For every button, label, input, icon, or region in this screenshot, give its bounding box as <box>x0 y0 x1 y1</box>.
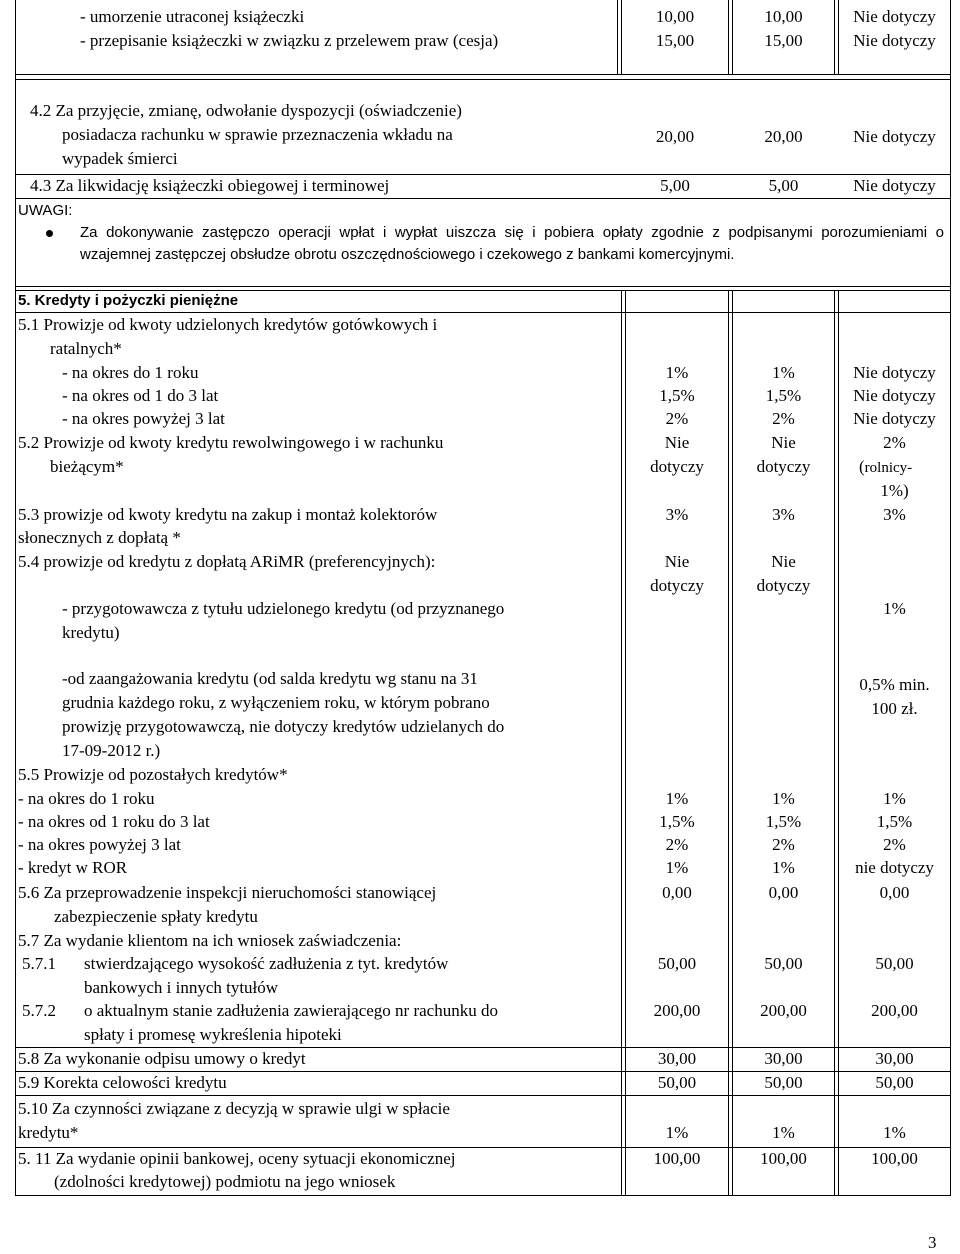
fee-value: 1,5% <box>659 386 695 405</box>
fee-value: Nie dotyczy <box>853 386 936 405</box>
fee-value: (rolnicy- <box>859 457 913 476</box>
fee-value: 1% <box>772 1123 795 1142</box>
fee-label: 5.4 prowizje od kredytu z dopłatą ARiMR (preferencyjnych): <box>18 552 436 571</box>
fee-value: Nie <box>771 552 796 571</box>
fee-label: 5.5 Prowizje od pozostałych kredytów* <box>18 765 288 784</box>
fee-value: 100,00 <box>871 1149 918 1168</box>
fee-value: 1,5% <box>659 812 695 831</box>
fee-value: 1% <box>883 789 906 808</box>
fee-label: - przygotowawcza z tytułu udzielonego kredytu (od przyznanego <box>62 599 505 618</box>
fee-value: 30,00 <box>657 1049 697 1068</box>
fee-value: 15,00 <box>655 31 695 50</box>
table-border-left <box>15 0 16 1196</box>
fee-label: grudnia każdego roku, z wyłączeniem roku, w którym pobrano <box>62 693 490 712</box>
fee-value: 50,00 <box>764 954 803 973</box>
fee-label: 4.2 Za przyjęcie, zmianę, odwołanie dyspozycji (oświadczenie) <box>30 101 462 120</box>
fee-value: 1% <box>665 1123 689 1142</box>
fee-value: 2% <box>665 409 689 428</box>
fee-value: 100 zł. <box>871 699 918 718</box>
fee-label: 4.3 Za likwidację książeczki obiegowej i terminowej <box>30 176 390 195</box>
fee-value: 2% <box>883 835 906 854</box>
col-sep <box>621 290 622 1196</box>
fee-value: dotyczy <box>650 457 704 476</box>
fee-value: 50,00 <box>875 1073 914 1092</box>
fee-value: 0,00 <box>768 883 799 902</box>
fee-value: 2% <box>772 835 795 854</box>
fee-value: 15,00 <box>764 31 803 50</box>
fee-value: Nie dotyczy <box>853 7 936 26</box>
fee-value: 1% <box>883 599 906 618</box>
fee-value: Nie dotyczy <box>853 176 936 195</box>
fee-value: 10,00 <box>655 7 695 26</box>
fee-value: Nie <box>771 433 796 452</box>
col-sep <box>834 290 835 1196</box>
fee-label: - na okres powyżej 3 lat <box>62 409 225 428</box>
fee-value: 1%) <box>880 481 909 500</box>
fee-label: 5.2 Prowizje od kwoty kredytu rewolwingowego i w rachunku <box>18 433 444 452</box>
fee-value: 50,00 <box>657 954 697 973</box>
fee-label: wypadek śmierci <box>62 149 178 168</box>
row-rule <box>15 1195 951 1196</box>
fee-label: 5.8 Za wykonanie odpisu umowy o kredyt <box>18 1049 306 1068</box>
fee-label: spłaty i promesę wykreślenia hipoteki <box>84 1025 342 1044</box>
fee-label: kredytu* <box>18 1123 79 1142</box>
fee-label: stwierdzającego wysokość zadłużenia z tyt. kredytów <box>84 954 449 973</box>
row-rule <box>15 74 951 75</box>
col-sep <box>834 0 835 74</box>
fee-value: 20,00 <box>764 127 803 146</box>
row-rule <box>15 1095 951 1096</box>
fee-value: 2% <box>883 433 906 452</box>
fee-label: prowizję przygotowawczą, nie dotyczy kredytów udzielanych do <box>62 717 505 736</box>
fee-label: 5.6 Za przeprowadzenie inspekcji nieruchomości stanowiącej <box>18 883 437 902</box>
fee-label: - na okres powyżej 3 lat <box>18 835 181 854</box>
fee-label: - przepisanie książeczki w związku z przelewem praw (cesja) <box>80 31 499 50</box>
row-rule <box>15 312 951 313</box>
fee-value: nie dotyczy <box>855 858 934 877</box>
section-title: 5. Kredyty i pożyczki pieniężne <box>18 292 239 309</box>
fee-label: posiadacza rachunku w sprawie przeznaczenia wkładu na <box>62 125 453 144</box>
col-sep <box>728 0 729 74</box>
fee-value: 30,00 <box>764 1049 803 1068</box>
row-rule <box>15 198 951 199</box>
fee-value: Nie dotyczy <box>853 127 936 146</box>
fee-value: 200,00 <box>760 1001 807 1020</box>
fee-value: 2% <box>772 409 795 428</box>
fee-label: 5.3 prowizje od kwoty kredytu na zakup i montaż kolektorów <box>18 505 438 524</box>
fee-value: 1% <box>665 858 689 877</box>
fee-value: 50,00 <box>657 1073 697 1092</box>
fee-value: 100,00 <box>760 1149 807 1168</box>
fee-label: - kredyt w ROR <box>18 858 128 877</box>
fee-value: 1% <box>883 1123 906 1142</box>
fee-label: 5.1 Prowizje od kwoty udzielonych kredytów gotówkowych i <box>18 315 438 334</box>
row-rule <box>15 286 951 287</box>
fee-value: 3% <box>665 505 689 524</box>
fee-value: 1% <box>665 789 689 808</box>
fee-label: - na okres do 1 roku <box>18 789 155 808</box>
fee-value: 3% <box>883 505 906 524</box>
fee-label: słonecznych z dopłatą * <box>18 528 181 547</box>
notes-title: UWAGI: <box>18 202 73 219</box>
fee-value: dotyczy <box>650 576 704 595</box>
fee-value: Nie <box>664 552 690 571</box>
fee-value: 1% <box>665 363 689 382</box>
fee-value: 100,00 <box>653 1149 701 1168</box>
row-rule <box>15 79 951 80</box>
fee-label: - na okres od 1 roku do 3 lat <box>18 812 210 831</box>
fee-label: 5.9 Korekta celowości kredytu <box>18 1073 227 1092</box>
col-sep <box>617 0 618 74</box>
fee-value: dotyczy <box>756 457 811 476</box>
fee-value: 5,00 <box>660 176 690 195</box>
fee-value: Nie dotyczy <box>853 409 936 428</box>
fee-label: 5.10 Za czynności związane z decyzją w sprawie ulgi w spłacie <box>18 1099 450 1118</box>
fee-value: 0,00 <box>662 883 692 902</box>
fee-value: 1,5% <box>765 386 802 405</box>
fee-label: 5. 11 Za wydanie opinii bankowej, oceny sytuacji ekonomicznej <box>18 1149 456 1168</box>
fee-label: zabezpieczenie spłaty kredytu <box>54 907 258 926</box>
fee-value: Nie <box>664 433 690 452</box>
fee-value: 50,00 <box>875 954 914 973</box>
fee-label: ratalnych* <box>50 339 122 358</box>
fee-label: (zdolności kredytowej) podmiotu na jego wniosek <box>54 1172 396 1191</box>
fee-value: 1,5% <box>876 812 913 831</box>
fee-label: - na okres od 1 do 3 lat <box>62 386 219 405</box>
fee-value: 0,5% min. <box>859 675 930 694</box>
fee-value: 1,5% <box>765 812 802 831</box>
fee-value: 200,00 <box>871 1001 918 1020</box>
fee-value: 1% <box>772 363 795 382</box>
fee-label: 5.7.1 <box>22 954 56 973</box>
page-number: 3 <box>928 1233 937 1252</box>
bullet-icon <box>46 230 53 237</box>
fee-value: 2% <box>665 835 689 854</box>
fee-value: 50,00 <box>764 1073 803 1092</box>
fee-value: Nie dotyczy <box>853 31 936 50</box>
fee-value: 10,00 <box>764 7 803 26</box>
fee-value: 30,00 <box>875 1049 914 1068</box>
fee-label: - umorzenie utraconej książeczki <box>80 7 305 26</box>
fee-value: 200,00 <box>653 1001 701 1020</box>
fee-label: 17-09-2012 r.) <box>62 741 161 760</box>
table-border-right <box>950 0 951 1196</box>
fee-value: 20,00 <box>655 127 695 146</box>
fee-value: 5,00 <box>768 176 799 195</box>
fee-label: o aktualnym stanie zadłużenia zawierającego nr rachunku do <box>84 1001 498 1020</box>
col-sep <box>728 290 729 1196</box>
fee-label: kredytu) <box>62 623 120 642</box>
fee-value: 1% <box>772 858 795 877</box>
fee-value: 3% <box>772 505 795 524</box>
fee-label: 5.7.2 <box>22 1001 56 1020</box>
fee-value: 0,00 <box>879 883 910 902</box>
fee-value: dotyczy <box>756 576 811 595</box>
fee-label: bankowych i innych tytułów <box>84 978 279 997</box>
fee-label: -od zaangażowania kredytu (od salda kredytu wg stanu na 31 <box>62 669 478 688</box>
notes-text: Za dokonywanie zastępczo operacji wpłat i wypłat uiszcza się i pobiera opłaty zgodnie z podpisanymi porozumieniami o wzajemnej zastępczej obsłudze obrotu oszczędnościowego i czekowego z bankami komercyjnymi. <box>80 224 944 263</box>
fee-value: Nie dotyczy <box>853 363 936 382</box>
fee-value: 1% <box>772 789 795 808</box>
fee-label: 5.7 Za wydanie klientom na ich wniosek zaświadczenia: <box>18 931 402 950</box>
fee-label: bieżącym* <box>50 457 124 476</box>
fee-label: - na okres do 1 roku <box>62 363 199 382</box>
